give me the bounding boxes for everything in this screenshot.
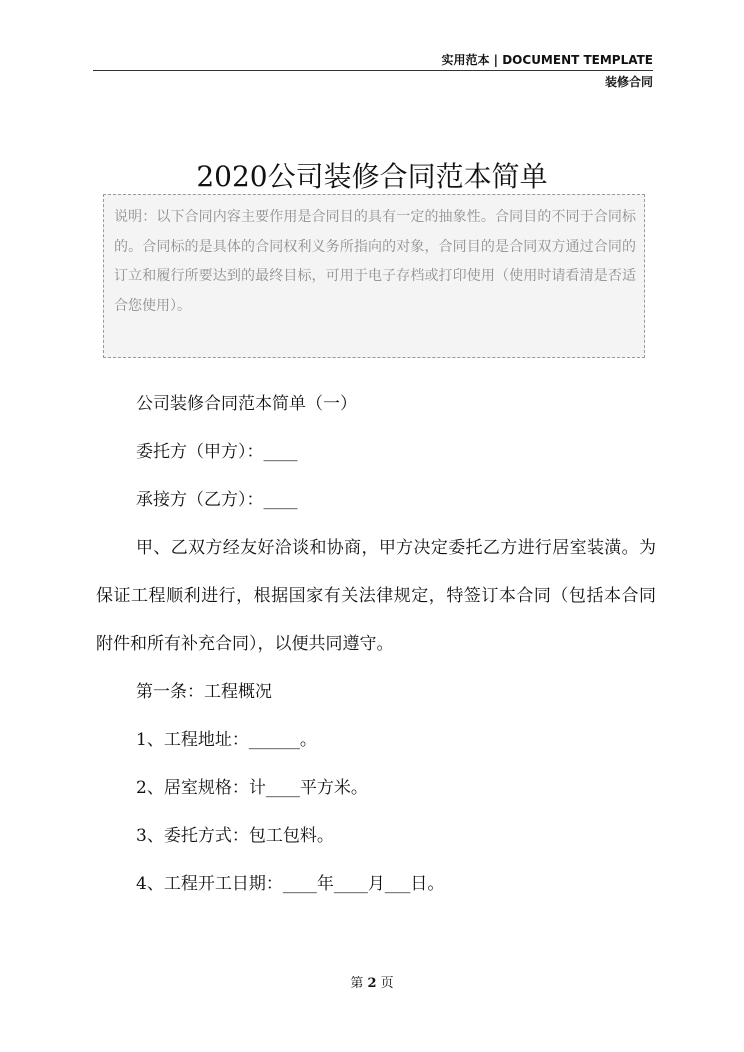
clause-method: 3、委托方式：包工包料。 xyxy=(136,826,334,846)
notice-box: 说明：以下合同内容主要作用是合同目的具有一定的抽象性。合同目的不同于合同标的。合同标的是具体的合同权利义务所指向的对象，合同目的是合同双方通过合同的订立和履行所要达到的最终目标，可用于电子存档或打印使用（使用时请看清是否适合您使用）。 xyxy=(103,194,645,358)
header-category: 装修合同 xyxy=(604,75,653,89)
page-footer xyxy=(0,974,744,994)
page-number: 2 xyxy=(367,976,377,991)
party-a-line: 委托方（甲方）：____ xyxy=(136,442,298,462)
document-title: 2020公司装修合同范本简单 xyxy=(196,159,548,193)
clause-size: 2、居室规格：计____平方米。 xyxy=(136,778,368,798)
preamble-paragraph: 甲、乙双方经友好洽谈和协商，甲方决定委托乙方进行居室装潢。为保证工程顺利进行，根据国家有关法律规定，特签订本合同（包括本合同附件和所有补充合同），以便共同遵守。 xyxy=(96,538,656,654)
footer-prefix: 第 xyxy=(350,976,364,991)
clause-start-date: 4、工程开工日期：____年____月___日。 xyxy=(136,874,445,894)
page-header xyxy=(93,50,653,93)
footer-suffix: 页 xyxy=(380,976,394,991)
header-brand: 实用范本 | DOCUMENT TEMPLATE xyxy=(441,53,653,67)
party-b-line: 承接方（乙方）：____ xyxy=(136,490,298,510)
section-heading: 公司装修合同范本简单（一） xyxy=(136,394,357,414)
document-body xyxy=(96,380,656,908)
article-heading: 第一条：工程概况 xyxy=(136,682,272,702)
clause-address: 1、工程地址：______。 xyxy=(136,730,317,750)
